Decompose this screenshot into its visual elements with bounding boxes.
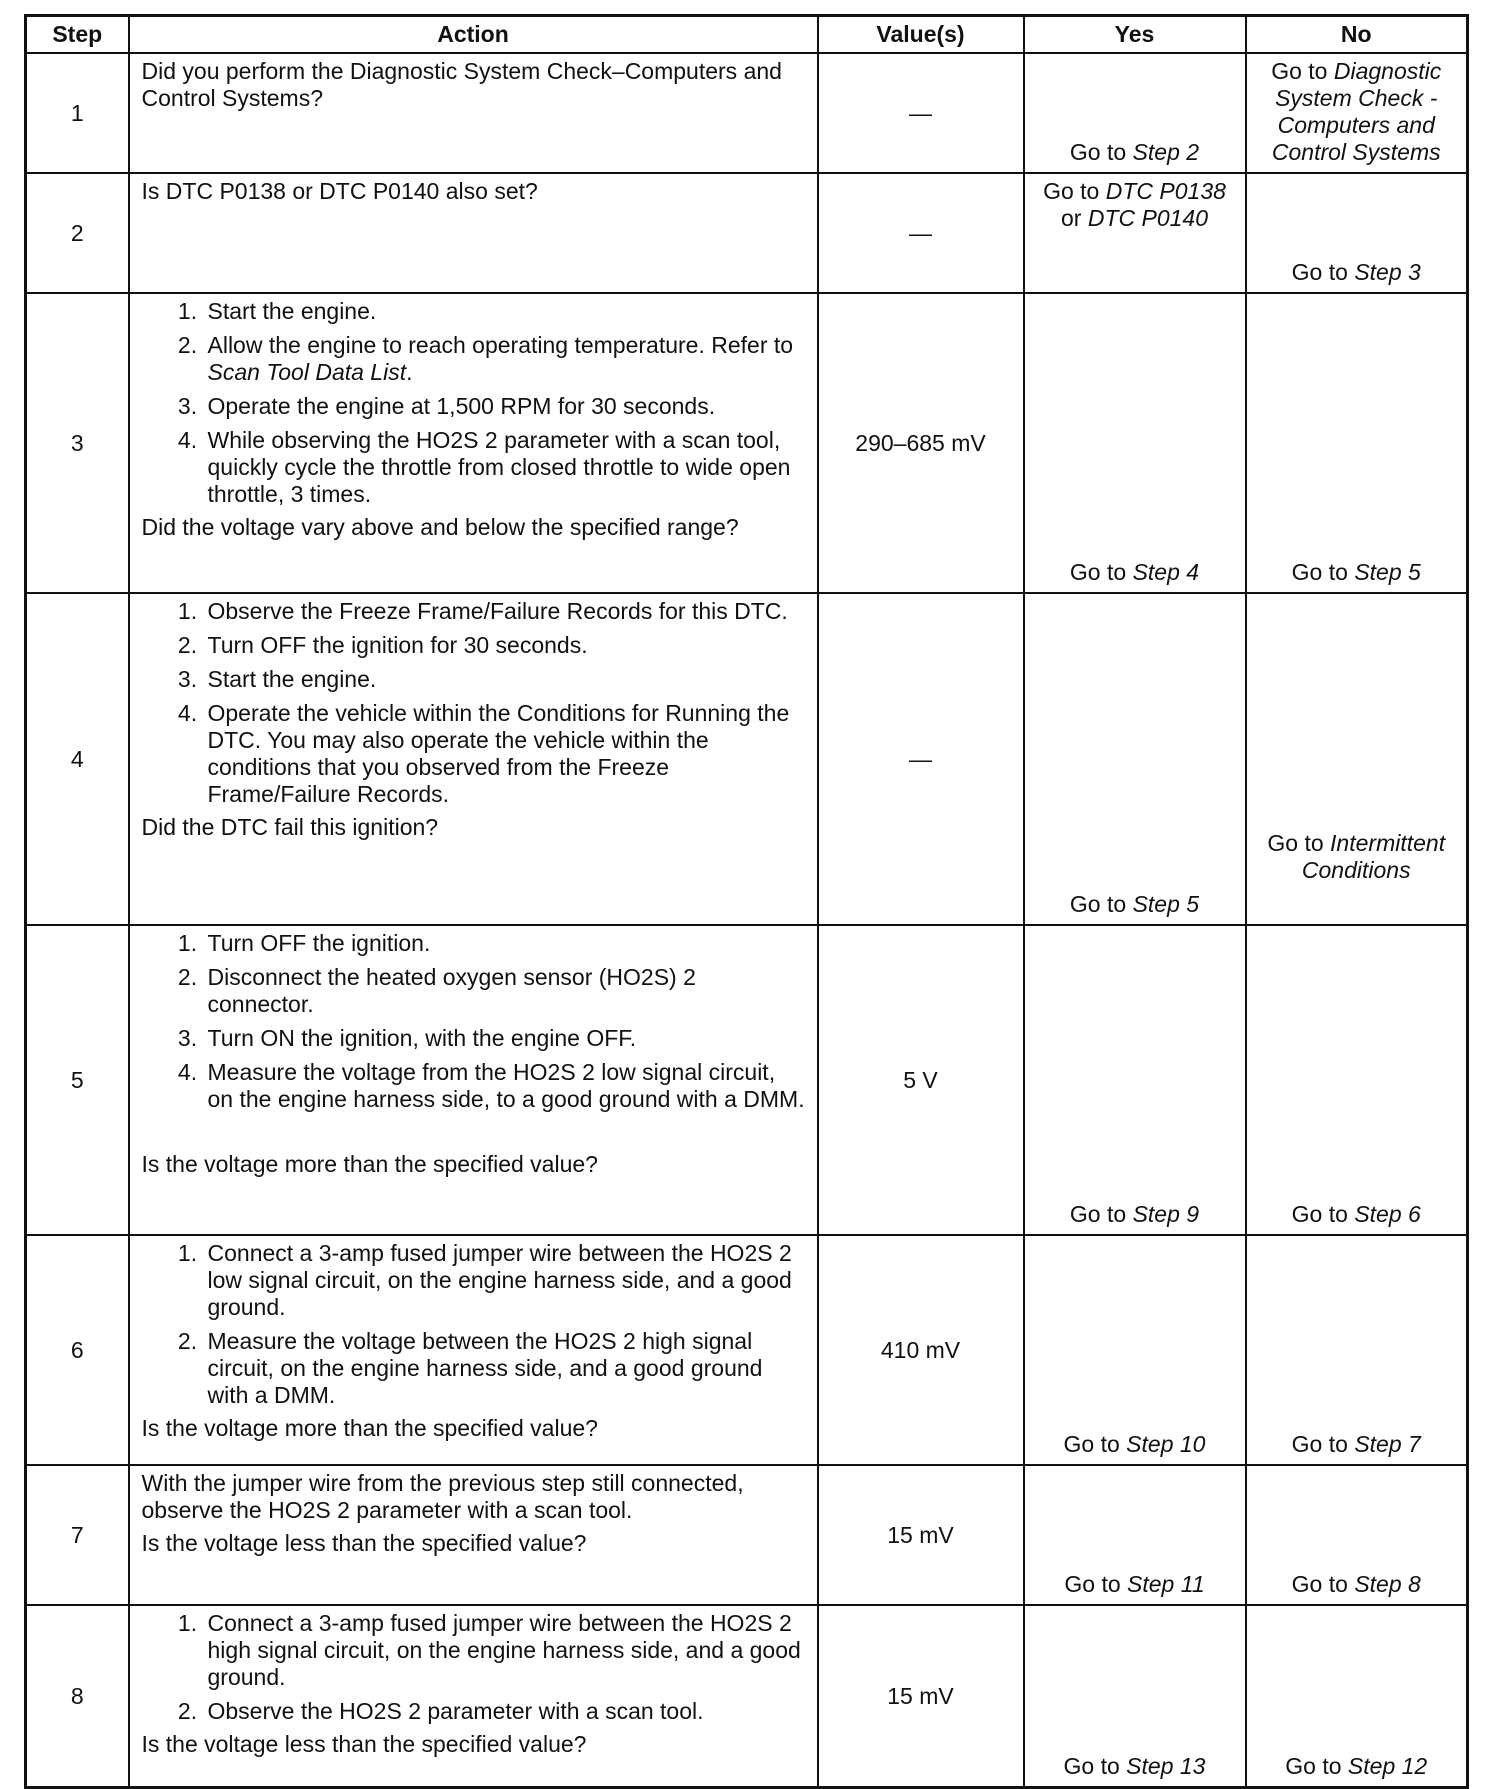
- step-link[interactable]: Step 11: [1127, 1571, 1205, 1597]
- step-number: 5: [26, 925, 129, 1235]
- go-to-text: Go to: [1069, 1201, 1127, 1227]
- action-question: Is DTC P0138 or DTC P0140 also set?: [141, 178, 538, 204]
- header-no: No: [1246, 16, 1468, 54]
- yes-cell: [1024, 53, 1246, 173]
- go-to-text: Go to: [1069, 891, 1127, 917]
- table-row: [26, 925, 1468, 1235]
- value-cell: 15 mV: [818, 1605, 1024, 1788]
- no-cell: [1246, 1235, 1468, 1465]
- action-cell: [129, 925, 818, 1235]
- procedure-list: [142, 930, 807, 1113]
- action-question: Did you perform the Diagnostic System Check–Computers and Control Systems?: [141, 58, 782, 111]
- step-number: 2: [26, 173, 129, 293]
- action-question: Did the voltage vary above and below the specified range?: [141, 514, 739, 540]
- step-link[interactable]: Step 8: [1354, 1571, 1421, 1597]
- step-number: 6: [26, 1235, 129, 1465]
- go-to-text: Go to: [1291, 1201, 1348, 1227]
- no-cell: [1246, 173, 1468, 293]
- list-item: 4. While observing the HO2S 2 parameter with a scan tool, quickly cycle the throttle from closed throttle to wide open throttle, 3 times.: [204, 427, 807, 508]
- list-item: 1. Observe the Freeze Frame/Failure Records for this DTC.: [204, 598, 807, 625]
- step-number: 3: [26, 293, 129, 593]
- no-cell: [1246, 925, 1468, 1235]
- table-row: [26, 1605, 1468, 1788]
- or-text: or: [1060, 205, 1082, 231]
- go-to-text: Go to: [1291, 1431, 1348, 1457]
- value-cell: 290–685 mV: [818, 293, 1024, 593]
- header-step: Step: [26, 16, 129, 54]
- yes-cell: [1024, 593, 1246, 925]
- go-to-text: Go to: [1291, 559, 1348, 585]
- step-number: 7: [26, 1465, 129, 1605]
- action-cell: [129, 1465, 818, 1605]
- step-link[interactable]: Step 10: [1126, 1431, 1206, 1457]
- list-item: 1. Start the engine.: [204, 298, 807, 325]
- table-row: [26, 1465, 1468, 1605]
- header-values: Value(s): [818, 16, 1024, 54]
- step-number: 8: [26, 1605, 129, 1788]
- action-cell: [129, 1605, 818, 1788]
- go-to-text: Go to: [1267, 830, 1324, 856]
- step-link[interactable]: Step 13: [1126, 1753, 1206, 1779]
- dtc-link[interactable]: DTC P0138: [1105, 178, 1226, 204]
- step-link[interactable]: Step 12: [1347, 1753, 1428, 1779]
- header-yes: Yes: [1024, 16, 1246, 54]
- list-item: 2. Allow the engine to reach operating temperature. Refer to Scan Tool Data List.: [204, 332, 807, 386]
- list-item: 1. Connect a 3-amp fused jumper wire between the HO2S 2 high signal circuit, on the engine harness side, and a good ground.: [204, 1610, 807, 1691]
- procedure-list: [142, 298, 807, 508]
- no-cell: [1246, 1465, 1468, 1605]
- go-to-text: Go to: [1043, 178, 1100, 204]
- action-cell: [129, 1235, 818, 1465]
- action-question: Is the voltage less than the specified value?: [141, 1530, 587, 1556]
- procedure-list: [142, 1240, 807, 1409]
- table-row: [26, 293, 1468, 593]
- step-link[interactable]: Step 4: [1132, 559, 1200, 585]
- value-cell: —: [818, 593, 1024, 925]
- list-item: 1. Connect a 3-amp fused jumper wire between the HO2S 2 low signal circuit, on the engine harness side, and a good ground.: [204, 1240, 807, 1321]
- step-number: 1: [26, 53, 129, 173]
- go-to-text: Go to: [1069, 559, 1127, 585]
- list-item: 3. Start the engine.: [204, 666, 807, 693]
- go-to-text: Go to: [1069, 139, 1127, 165]
- table-row: [26, 173, 1468, 293]
- table-row: [26, 1235, 1468, 1465]
- action-question: Is the voltage more than the specified value?: [141, 1415, 598, 1441]
- procedure-list: [142, 598, 807, 808]
- yes-cell: [1024, 293, 1246, 593]
- yes-cell: [1024, 1465, 1246, 1605]
- step-link[interactable]: Step 7: [1354, 1431, 1421, 1457]
- step-number: 4: [26, 593, 129, 925]
- value-cell: 410 mV: [818, 1235, 1024, 1465]
- yes-cell: [1024, 1235, 1246, 1465]
- go-to-text: Go to: [1063, 1431, 1120, 1457]
- action-intro: With the jumper wire from the previous step still connected, observe the HO2S 2 parameter with a scan tool.: [141, 1470, 744, 1523]
- list-item-text: Allow the engine to reach operating temperature. Refer to: [207, 332, 794, 358]
- no-cell: [1246, 53, 1468, 173]
- value-cell: —: [818, 173, 1024, 293]
- list-item: 1. Turn OFF the ignition.: [204, 930, 807, 957]
- step-link[interactable]: Step 2: [1132, 139, 1200, 165]
- value-cell: —: [818, 53, 1024, 173]
- list-item: 3. Turn ON the ignition, with the engine OFF.: [204, 1025, 807, 1052]
- scan-tool-data-list-link[interactable]: Scan Tool Data List: [207, 359, 407, 385]
- intermittent-conditions-link[interactable]: Intermittent Conditions: [1301, 830, 1446, 883]
- value-cell: 15 mV: [818, 1465, 1024, 1605]
- go-to-text: Go to: [1064, 1571, 1121, 1597]
- go-to-text: Go to: [1271, 58, 1328, 84]
- action-cell: [129, 53, 818, 173]
- step-link[interactable]: Step 5: [1354, 559, 1421, 585]
- procedure-link[interactable]: Diagnostic System Check - Computers and Control Systems: [1271, 58, 1442, 165]
- action-question: Is the voltage less than the specified value?: [141, 1731, 587, 1757]
- table-row: [26, 53, 1468, 173]
- list-item: 2. Measure the voltage between the HO2S 2 high signal circuit, on the engine harness side, and a good ground with a DMM.: [204, 1328, 807, 1409]
- step-link[interactable]: Step 9: [1132, 1201, 1200, 1227]
- step-link[interactable]: Step 3: [1354, 259, 1421, 285]
- step-link[interactable]: Step 6: [1354, 1201, 1421, 1227]
- list-item: 2. Disconnect the heated oxygen sensor (HO2S) 2 connector.: [204, 964, 807, 1018]
- no-cell: [1246, 593, 1468, 925]
- no-cell: [1246, 293, 1468, 593]
- go-to-text: Go to: [1063, 1753, 1120, 1779]
- procedure-list: [142, 1610, 807, 1725]
- go-to-text: Go to: [1285, 1753, 1342, 1779]
- go-to-text: Go to: [1291, 259, 1348, 285]
- list-item: 4. Measure the voltage from the HO2S 2 low signal circuit, on the engine harness side, to a good ground with a DMM.: [204, 1059, 807, 1113]
- yes-cell: [1024, 1605, 1246, 1788]
- list-item: 2. Observe the HO2S 2 parameter with a scan tool.: [204, 1698, 807, 1725]
- action-cell: [129, 293, 818, 593]
- table-row: [26, 593, 1468, 925]
- header-action: Action: [129, 16, 818, 54]
- list-item: 2. Turn OFF the ignition for 30 seconds.: [204, 632, 807, 659]
- action-cell: [129, 593, 818, 925]
- yes-cell: [1024, 173, 1246, 293]
- list-item: 4. Operate the vehicle within the Conditions for Running the DTC. You may also operate the vehicle within the conditions that you observed from the Freeze Frame/Failure Records.: [204, 700, 807, 808]
- action-question: Is the voltage more than the specified value?: [141, 1151, 598, 1177]
- no-cell: [1246, 1605, 1468, 1788]
- value-cell: 5 V: [818, 925, 1024, 1235]
- action-cell: [129, 173, 818, 293]
- diagnostic-table: [24, 14, 1469, 1789]
- step-link[interactable]: Step 5: [1132, 891, 1200, 917]
- action-question: Did the DTC fail this ignition?: [141, 814, 439, 840]
- list-item: 3. Operate the engine at 1,500 RPM for 30 seconds.: [204, 393, 807, 420]
- go-to-text: Go to: [1291, 1571, 1348, 1597]
- header-row: [26, 16, 1468, 54]
- yes-cell: [1024, 925, 1246, 1235]
- dtc-link[interactable]: DTC P0140: [1087, 205, 1208, 231]
